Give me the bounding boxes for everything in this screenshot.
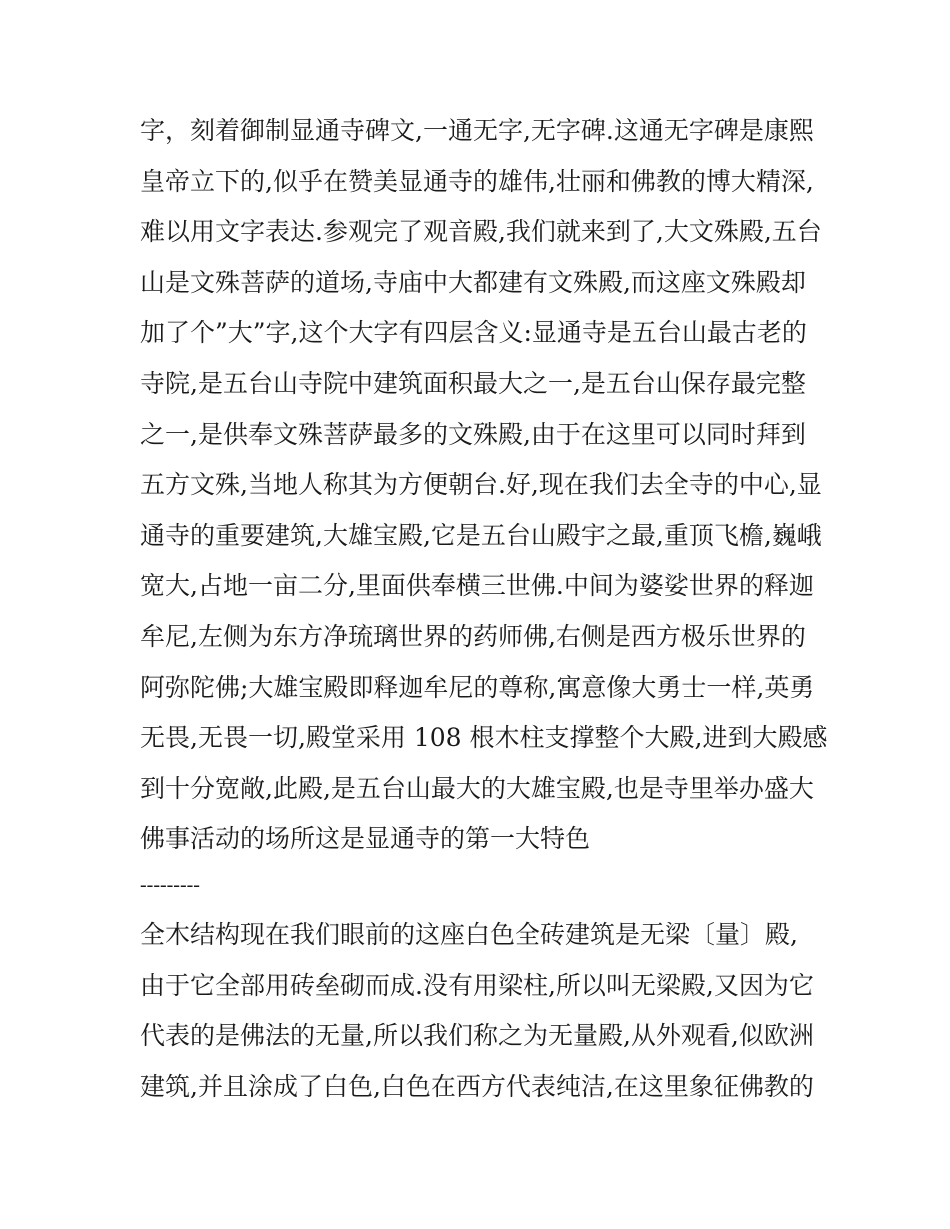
text-line: 全木结构现在我们眼前的这座白色全砖建筑是无梁〔量〕殿, (140, 920, 798, 949)
text-line: 宽大,占地一亩二分,里面供奉横三世佛.中间为婆娑世界的释迦 (140, 571, 814, 601)
text-line: 代表的是佛法的无量,所以我们称之为无量殿,从外观看,似欧洲 (140, 1021, 814, 1051)
text-line: 无畏,无畏一切,殿堂采用 108 根木柱支撑整个大殿,进到大殿感 (140, 723, 828, 753)
text-line: 五方文殊,当地人称其为方便朝台.好,现在我们去全寺的中心,显 (140, 470, 822, 500)
text-line: 通寺的重要建筑,大雄宝殿,它是五台山殿宇之最,重顶飞檐,巍峨 (140, 520, 822, 550)
paragraph-2 (140, 910, 820, 1112)
text-line: 字，刻着御制显通寺碑文,一通无字,无字碑.这通无字碑是康熙 (140, 116, 814, 145)
text-line: 佛事活动的场所这是显通寺的第一大特色 (140, 824, 591, 854)
text-line: 牟尼,左侧为东方净琉璃世界的药师佛,右侧是西方极乐世界的 (140, 621, 806, 651)
text-line: 皇帝立下的,似乎在赞美显通寺的雄伟,壮丽和佛教的博大精深, (140, 166, 814, 196)
text-line: 建筑,并且涂成了白色,白色在西方代表纯洁,在这里象征佛教的 (140, 1071, 814, 1101)
text-line: 之一,是供奉文殊菩萨最多的文殊殿,由于在这里可以同时拜到 (140, 419, 806, 449)
text-line: 难以用文字表达.参观完了观音殿,我们就来到了,大文殊殿,五台 (140, 217, 822, 247)
section-separator: --------- (140, 874, 200, 896)
text-line: 由于它全部用砖垒砌而成.没有用梁柱,所以叫无梁殿,又因为它 (140, 970, 814, 1000)
text-line: 加了个”大”字,这个大字有四层含义:显通寺是五台山最古老的 (140, 318, 807, 348)
paragraph-1 (140, 106, 828, 865)
text-line: 阿弥陀佛;大雄宝殿即释迦牟尼的尊称,寓意像大勇士一样,英勇 (140, 672, 815, 702)
text-line: 到十分宽敞,此殿,是五台山最大的大雄宝殿,也是寺里举办盛大 (140, 773, 814, 803)
text-line: 寺院,是五台山寺院中建筑面积最大之一,是五台山保存最完整 (140, 368, 806, 398)
text-line: 山是文殊菩萨的道场,寺庙中大都建有文殊殿,而这座文殊殿却 (140, 267, 806, 297)
